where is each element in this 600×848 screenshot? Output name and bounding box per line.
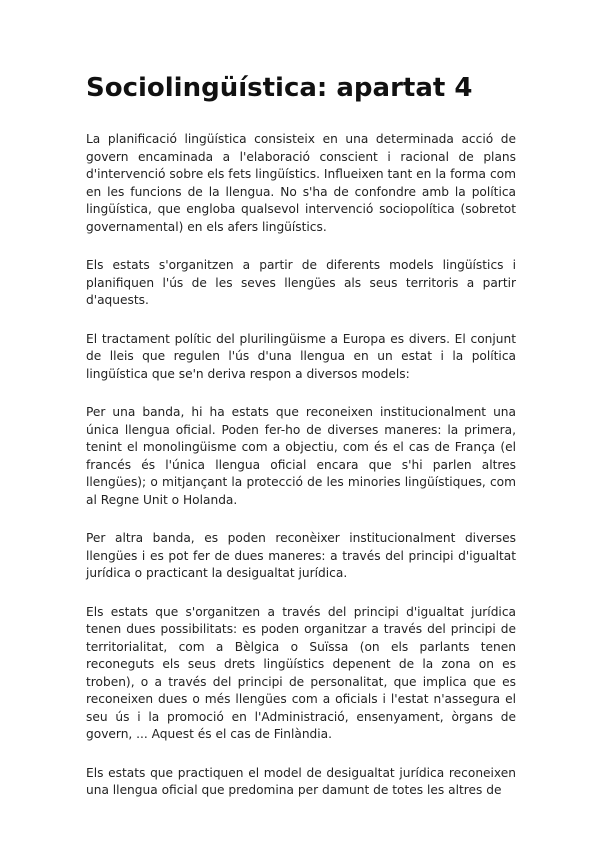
paragraph-5: Per altra banda, es poden reconèixer institucionalment diverses llengües i es pot fer de dues maneres: a través del principi d'igualtat jurídica o practicant la desigualtat jurídica. (86, 531, 516, 580)
paragraph-7: Els estats que practiquen el model de desigualtat jurídica reconeixen una llengua oficial que predomina per damunt de totes les altres de (86, 765, 516, 797)
paragraph-2: Els estats s'organitzen a partir de diferents models lingüístics i planifiquen l'ús de les seves llengües als seus territoris a partir d'aquests. (86, 258, 516, 307)
paragraph-6: Els estats que s'organitzen a través del principi d'igualtat jurídica tenen dues possibilitats: es poden organitzar a través del principi de territorialitat, com a Bèlgica o Suïssa (on els parlants tenen reconeguts els seus drets lingüístics depenent de la zona on es troben), o a través del principi de personalitat, que implica que es reconeixen dues o més llengües com a oficials i l'estat n'assegura el seu ús i la promoció en l'Administració, ensenyament, òrgans de govern, ... Aquest és el cas de Finlàndia. (86, 604, 516, 741)
paragraph-3: El tractament polític del plurilingüisme a Europa es divers. El conjunt de lleis que regulen l'ús d'una llengua en un estat i la política lingüística que se'n deriva respon a diversos models: (86, 331, 516, 381)
paragraph-4: Per una banda, hi ha estats que reconeixen institucionalment una única llengua oficial. Poden fer-ho de diverses maneres: la primera, tenint el monolingüisme com a objectiu, com és el cas de França (el francés és l'única llengua oficial encara que s'hi parlen altres llengües); o mitjançant la protecció de les minories lingüístiques, com al Regne Unit o Holanda. (86, 405, 516, 507)
paragraph-1: La planificació lingüística consisteix en una determinada acció de govern encaminada a l'elaboració conscient i racional de plans d'intervenció sobre els fets lingüístics. Influeixen tant en la forma com en les funcions de la llengua. No s'ha de confondre amb la política lingüística, que engloba qualsevol intervenció sociopolítica (sobretot governamental) en els afers lingüístics. (86, 132, 516, 234)
page-title: Sociolingüística: apartat 4 (86, 73, 473, 103)
